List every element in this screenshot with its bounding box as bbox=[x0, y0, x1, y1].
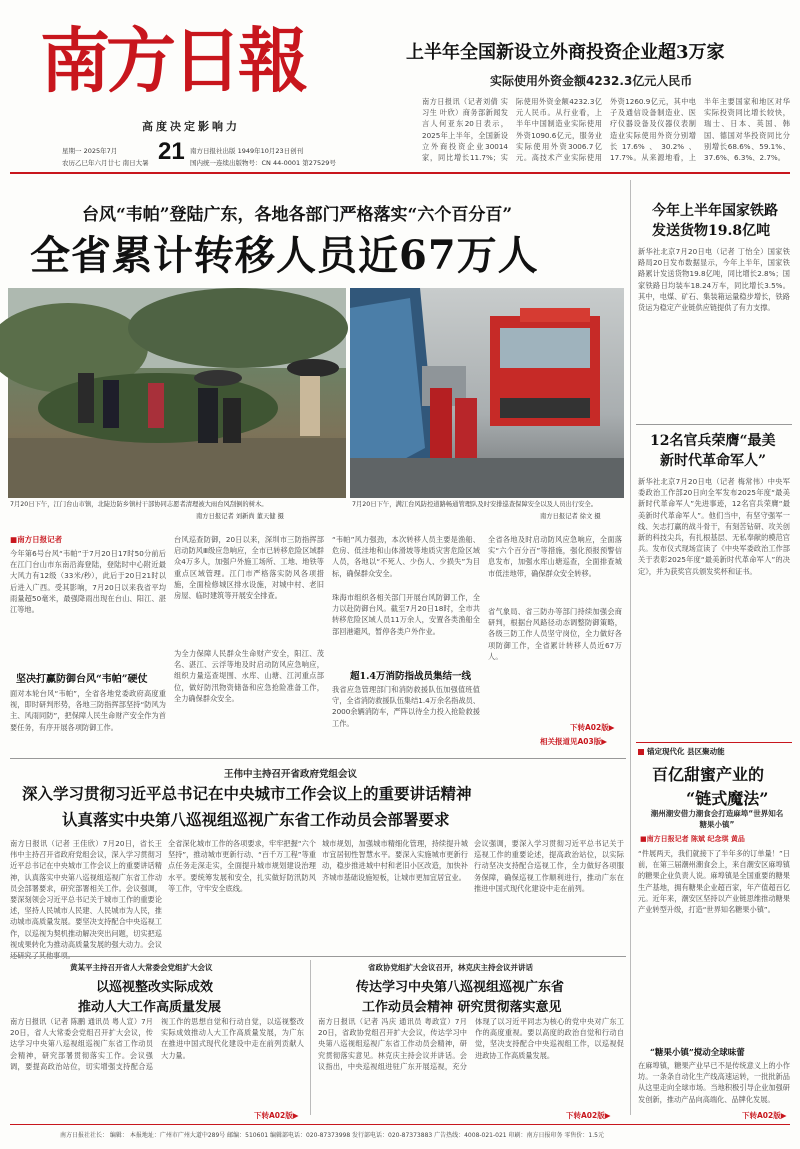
section-tag-marker bbox=[638, 749, 644, 755]
top-story-jump-link[interactable]: 下转A02版▶ bbox=[570, 723, 615, 732]
second-story-body: 南方日报讯（记者 王佳欣）7月20日，省长王伟中主持召开省政府党组会议，深入学习贯彻习近平总书记在中央城市工作会议上的重要讲话精神，认真落实中央第八巡视组巡视广东省工作动员会部署要求，研究部署相关工作。会议强调，要深刻领会习近平总书记关于城市工作的重要论述，坚持人民城市人民建、人民城市为人民，推动城市高质量发展。要坚决支持配合中央巡视工作，以巡视为契机推动解决突出问题，切实把巡视成果转化为推动高质量发展的强大动力。会议 bbox=[10, 839, 162, 949]
divider-bottom bbox=[10, 956, 626, 957]
second-story-kicker: 王伟中主持召开省政府党组会议 bbox=[224, 769, 358, 780]
right-story1-headline1: 今年上半年国家铁路 bbox=[652, 203, 778, 219]
right-story2-body: 新华社北京7月20日电（记者 梅常伟）中央军委政治工作部20日向全军发布2025年度“最美新时代革命军人”先进事迹，12名官兵荣膺“最美新时代革命军人”。他们当中，有坚守强军一线、矢志打赢的战斗骨干，有刻苦钻研、攻关创新的科技尖兵，有扎根基层、无私奉献的模范官兵。发布仪式现场宣读了《中央军委政治工作部关于表彰2025年度“最美新时代革命军人”的决定》，并为获奖官兵颁发奖杯和证书。 bbox=[638, 477, 790, 576]
issue-meta-line2: 农历乙巳年六月廿七 南日大暑 bbox=[62, 159, 149, 167]
related-reports-link[interactable]: 相关报道见A03版▶ bbox=[540, 737, 608, 746]
publisher-line2: 国内统一连续出版物号：CN 44-0001 第27529号 bbox=[190, 159, 336, 167]
bottom-left-kicker: 黄某平主持召开省人大常委会党组扩大会议 bbox=[70, 963, 213, 972]
second-story-col2: 全省深化城市工作的各项要求，牢牢把握“六个坚持”，推动城市更新行动、“百千万工程”等重点任务走深走实，全面提升城市规划建设治理水平。要统筹发展和安全，扎实做好防汛防风等工作，守牢安全底线。 bbox=[168, 839, 316, 893]
lead-headline: 上半年全国新设立外商投资企业超3万家 bbox=[406, 42, 725, 63]
right-story3-byline: ■南方日报记者 陈斌 纪念琪 黄品 bbox=[640, 835, 745, 843]
right-story3-subhead: 潮州潮安借力潮食会打造麻埠“世界知名糖果小镇” bbox=[650, 809, 784, 829]
second-story-col4: 会议强调，要深入学习贯彻习近平总书记关于巡视工作的重要论述，提高政治站位，以实际行动坚决支持配合巡视工作，全力做好各项服务保障，确保巡视工作顺利进行，推动广东在推进中国式现代化建设中走在前列。 bbox=[474, 839, 624, 893]
divider-right-1 bbox=[636, 424, 792, 425]
right-story2-headline2: 新时代革命军人” bbox=[660, 453, 767, 469]
masthead-rule bbox=[10, 172, 790, 174]
right-story3-body2: 在麻埠镇，糖果产业早已不是传统意义上的小作坊。一条条自动化生产线高速运转，一批批新品从这里走向全球市场。当地积极引导企业加强研发创新，推动产品向高端化、品牌化发展。 bbox=[638, 1061, 790, 1104]
right-section-tag: 锚定现代化 县区聚动能 bbox=[638, 746, 725, 757]
divider-right-col bbox=[630, 180, 631, 1115]
top-story-col3c: 我省应急管理部门和消防救援队伍加强值班值守，全省消防救援队伍集结1.4万余名指战员、2000余辆消防车，严阵以待全力投入抢险救援工作。 bbox=[332, 685, 480, 728]
top-story-col1: 今年第6号台风“韦帕”于7月20日17时50分前后在江门台山市东南沿海登陆，登陆时中心附近最大风力有12级（33米/秒），此后于20日21时以后进入广西。受其影响，7月20日以来我省平均雨量超50毫米，最强降雨出现在台山、阳江、湛江等地。 bbox=[10, 549, 166, 615]
bottom-right-body: 南方日报讯（记者 冯庆 通讯员 粤政宣）7月20日，省政协党组召开扩大会议，传达学习中央第八巡视组巡视广东省工作动员会精神，研究贯彻落实意见。林克庆主持会议并讲话。会议指出，中央巡视组进驻广东开展巡视，充分体现了以习近平同志为核心的党中央对广东工作的高度重视。要以高度的政治自觉和行动自觉，坚决支持配合中央巡视组工作，以巡视促进政协工作高质量发展。 bbox=[318, 1017, 624, 1071]
top-story-col1c: 面对本轮台风“韦帕”，全省各地党委政府高度重视，即时研判形势，各地三防指挥部坚持“防风为主、风雨同防”，把保障人民生命财产安全作为首要任务，有序开展各项防御工作。 bbox=[10, 689, 166, 732]
right-story3-subhead2: “糖果小镇”搅动全球味蕾 bbox=[650, 1048, 745, 1058]
top-story-col3-subhead: 超1.4万消防指战员集结一线 bbox=[350, 671, 472, 682]
bottom-right-kicker: 省政协党组扩大会议召开，林克庆主持会议并讲话 bbox=[368, 963, 533, 972]
top-story-col3: “韦帕”风力强劲，本次转移人员主要是渔船、危房、低洼地和山体滑坡等地质灾害危险区域人员，各地以“不死人、少伤人、少损失”为目标，确保群众安全。 bbox=[332, 535, 480, 578]
footer-rule bbox=[10, 1124, 790, 1125]
second-story-headline1: 深入学习贯彻习近平总书记在中央城市工作会议上的重要讲话精神 bbox=[22, 784, 472, 803]
right-story1-body: 新华社北京7月20日电（记者 丁怡全）国家铁路局20日发布数据显示，今年上半年，国家铁路累计发送货物19.8亿吨，同比增长2.8%；国家铁路日均装车18.24万车，同比增长3.5%。其中，电煤、矿石、集装箱运量稳步增长，铁路货运为稳定产业链供应链提供了有力支撑。 bbox=[638, 247, 790, 313]
top-story-byline: ■南方日报记者 bbox=[10, 535, 63, 544]
second-story-col3: 城市规划，加强城市精细化管理，持续提升城市宜居韧性智慧水平。要深入实施城市更新行动，稳步推进城中村和老旧小区改造，加快补齐城市基础设施短板，让城市更加宜居宜业。 bbox=[322, 839, 468, 882]
lead-body: 南方日报讯（记者刘倩 实习生 叶欣）商务部新闻发言人何亚东20日表示，2025年上半年，全国新设立外商投资企业30014家，同比增长11.7%；实际使用外资金额4232.3亿元人民币。从行业看，上半年中国制造业实际使用外资1090.6亿元，服务业实际使用外资3006.7亿元。高技术产业实际使用外资1260.9亿元，其中电子及通信设备制造业、医疗仪器设备及仪器仪表制造业实际使用外资分别增长17.6%、30.2%、17.7%。从来源地看，上半年主要国家和地区对华实际投资同比增长较快，瑞士、日本、英国、韩国、德国对华投资同比分别增长68.6%、59.1%、37.6%、6.3%、2.7%。 bbox=[422, 97, 790, 163]
top-story-col2: 台风巡查防御，20日以来，深圳市三防指挥部启动防风Ⅲ级应急响应，全市已转移危险区域群众4万多人，加强户外施工场所、工地、地铁等重点区域管理。江门市严格落实防风各项措施，全面检修城区排水设施，对城中村、老旧房屋、临时建筑等开展安全排查。 bbox=[174, 535, 324, 601]
divider-second-story bbox=[10, 758, 626, 759]
photo1-credit: 南方日报记者 刘新尚 董天健 摄 bbox=[196, 513, 284, 520]
top-story-col1-subhead: 坚决打赢防御台风“韦帕”硬仗 bbox=[16, 674, 148, 685]
top-story-col2b: 为全力保障人民群众生命财产安全，阳江、茂名、湛江、云浮等地及时启动防风应急响应，组织力量巡查堤围、水库、山塘、江河重点部位，做好防汛物资储备和应急抢险准备工作，全力确保群众安全。 bbox=[174, 649, 324, 703]
publisher-line1: 南方日报社出版 1949年10月23日创刊 bbox=[190, 147, 304, 155]
right-story3-body: “件展两天，我们就接下了半年多的订单量！”日前，在第三届潮州潮食会上，来自潮安区麻埠镇的糖果企业负责人说。麻埠镇是全国重要的糖果生产基地，拥有糖果企业超百家，年产值超百亿元。近年来，潮安区坚持以产业链思维推动糖果产业转型升级，打造“世界知名糖果小镇”。 bbox=[638, 849, 790, 915]
top-story-headline: 全省累计转移人员近67万人 bbox=[30, 232, 539, 279]
lead-subhead: 实际使用外资金额4232.3亿元人民币 bbox=[490, 74, 693, 88]
photo2-credit: 南方日报记者 徐文 摄 bbox=[540, 513, 601, 520]
top-story-col3b: 珠海市组织各相关部门开展台风防御工作，全力以赴防御台风。截至7月20日18时，全市共转移危险区域人员11万余人，安置各类渔船全部回港避风，暂停各类户外作业。 bbox=[332, 593, 480, 636]
photo-trucks-rain bbox=[350, 288, 624, 498]
bottom-right-headline1: 传达学习中央第八巡视组巡视广东省 bbox=[356, 980, 565, 995]
bottom-left-jump-link[interactable]: 下转A02版▶ bbox=[254, 1111, 299, 1120]
right-story2-headline1: 12名官兵荣膺“最美 bbox=[650, 433, 776, 449]
right-story3-headline1: 百亿甜蜜产业的 bbox=[652, 765, 765, 784]
masthead-logo: 南方日報 bbox=[40, 19, 304, 102]
bottom-right-jump-link[interactable]: 下转A02版▶ bbox=[566, 1111, 611, 1120]
second-story-headline2: 认真落实中央第八巡视组巡视广东省工作动员会部署要求 bbox=[62, 810, 450, 829]
right-story3-jump-link[interactable]: 下转A02版▶ bbox=[742, 1111, 787, 1120]
top-story-kicker: 台风“韦帕”登陆广东，各地各部门严格落实“六个百分百” bbox=[82, 205, 513, 225]
top-story-col4b: 省气象局、省三防办等部门持续加强会商研判，根据台风路径动态调整防御策略，各级三防工作人员坚守岗位，全力做好各项防御工作，全省累计转移人员近67万人。 bbox=[488, 607, 622, 661]
photo1-caption: 7月20日下午，江门台山市镇，北陡边防乡镇村干部协同志愿者清理被大雨台风刮倒的树木。 bbox=[10, 501, 268, 508]
footer-info: 南方日报社社长： 编辑： 本报地址：广州市广州大道中289号 邮编：510601 编辑部电话：020-87373998 发行部电话：020-87373883 广告热线：4008-021-021 印刷：南方日报印务 零售价：1.5元 bbox=[60, 1132, 604, 1139]
bottom-left-body: 南方日报讯（记者 陈鹏 通讯员 粤人宣）7月20日，省人大常委会党组召开扩大会议，传达学习中央第八巡视组巡视广东省工作动员会精神，研究部署贯彻落实工作。会议强调，要提高政治站位，切实增强支持配合巡视工作的思想自觉和行动自觉，以巡视整改实际成效推动人大工作高质量发展，为广东在推进中国式现代化建设中走在前列贡献人大力量。 bbox=[10, 1017, 304, 1071]
divider-right-2 bbox=[636, 742, 792, 743]
top-story-col4: 全省各地及时启动防风应急响应，全面落实“六个百分百”等措施，强化预报预警信息发布，加强水库山塘巡查，全面排查城市低洼地带，确保群众安全转移。 bbox=[488, 535, 622, 578]
right-story1-headline2: 发送货物19.8亿吨 bbox=[652, 223, 771, 239]
photo-typhoon-workers bbox=[8, 288, 346, 498]
bottom-left-headline1: 以巡视整改实际成效 bbox=[96, 980, 214, 995]
photo2-caption: 7月20日下午，满江台风防控道路畅通管理队及时安排巡查保障安全以及人员出行安全。 bbox=[352, 501, 598, 508]
issue-day: 21 bbox=[158, 138, 185, 165]
masthead-slogan: 高度决定影响力 bbox=[142, 120, 240, 133]
divider-bottom-middle bbox=[310, 960, 311, 1115]
bottom-right-headline2: 工作动员会精神 研究贯彻落实意见 bbox=[362, 1000, 562, 1015]
right-story3-headline2: “链式魔法” bbox=[686, 789, 769, 808]
issue-meta-line1: 星期一 2025年7月 bbox=[62, 147, 118, 155]
bottom-left-headline2: 推动人大工作高质量发展 bbox=[78, 1000, 222, 1015]
